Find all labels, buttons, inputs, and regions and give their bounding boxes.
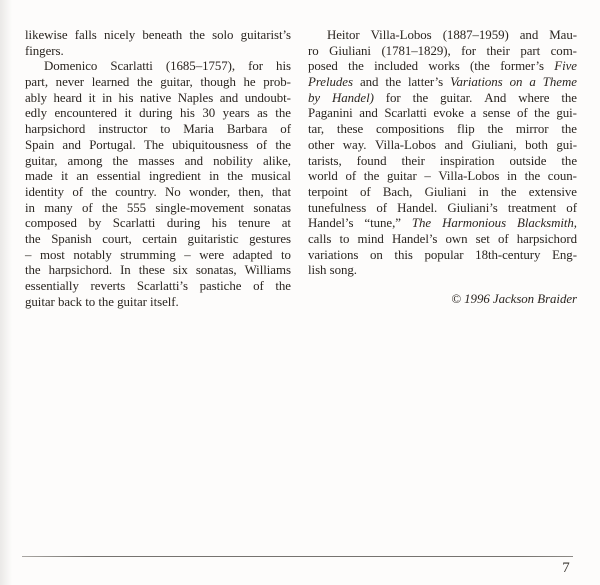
text-line: Paganini and Scarlatti evoke a sense of the gui-: [308, 106, 577, 121]
text-line: made it an essential ingredient in the musical: [25, 169, 291, 184]
text-line: tarists, found their inspiration outside the: [308, 153, 577, 168]
text-line: identity of the country. No wonder, then, that: [25, 184, 291, 199]
text-line: – most notably strumming – were adapted to: [25, 247, 291, 262]
text-line: tunefulness of Handel. Giuliani’s treatment of: [308, 200, 577, 215]
text-line: Domenico Scarlatti (1685–1757), for his: [44, 59, 291, 74]
text-line: Heitor Villa-Lobos (1887–1959) and Mau-: [327, 28, 577, 42]
text-line: Handel’s “tune,” The Harmonious Blacksmith,: [308, 216, 577, 231]
text-line: likewise falls nicely beneath the solo guitarist’s: [25, 28, 291, 42]
text-column-left: [25, 28, 291, 310]
text-line: essentially reverts Scarlatti’s pastiche of the: [25, 279, 291, 293]
text-line: guitar, among the masses and nobility alike,: [25, 153, 291, 168]
page-edge-shading: [0, 0, 12, 585]
text-line: by Handel) for the guitar. And where the: [308, 90, 577, 105]
text-line: harpsichord instructor to Maria Barbara of: [25, 122, 291, 137]
text-line: edly encountered it during his 30 years as the: [25, 106, 291, 121]
text-line: © 1996 Jackson Braider: [451, 292, 577, 306]
text-line: other way. Villa-Lobos and Giuliani, both gui-: [308, 137, 577, 152]
text-line: composed by Scarlatti during his tenure at: [25, 216, 291, 231]
text-line: lish song.: [308, 263, 357, 278]
text-column-right: [308, 28, 577, 308]
text-line: part, never learned the guitar, though he prob-: [25, 75, 291, 90]
text-line: calls to mind Handel’s own set of harpsichord: [308, 231, 577, 246]
text-line: posed the included works (the former’s Five: [308, 59, 577, 74]
text-line: the Spanish court, certain guitaristic gestures: [25, 231, 291, 246]
text-line: in many of the 555 single-movement sonatas: [25, 200, 291, 215]
page-number: 7: [562, 560, 570, 576]
text-line: the harpsichord. In these six sonatas, Williams: [25, 263, 291, 278]
text-line: terpoint of Bach, Giuliani in the extensive: [308, 184, 577, 199]
text-line: guitar back to the guitar itself.: [25, 294, 179, 309]
text-line: fingers.: [25, 43, 64, 58]
footer-rule: [22, 556, 573, 557]
text-line: tar, these compositions flip the mirror the: [308, 122, 577, 137]
text-line: Spain and Portugal. The ubiquitousness of the: [25, 137, 291, 152]
text-line: variations on this popular 18th-century Eng-: [308, 247, 577, 262]
text-line: ably heard it in his native Naples and undoubt-: [25, 90, 291, 105]
text-line: world of the guitar – Villa-Lobos in the coun-: [308, 169, 577, 184]
text-line: Preludes and the latter’s Variations on a Theme: [308, 75, 577, 90]
text-line: ro Giuliani (1781–1829), for their part com-: [308, 43, 577, 58]
